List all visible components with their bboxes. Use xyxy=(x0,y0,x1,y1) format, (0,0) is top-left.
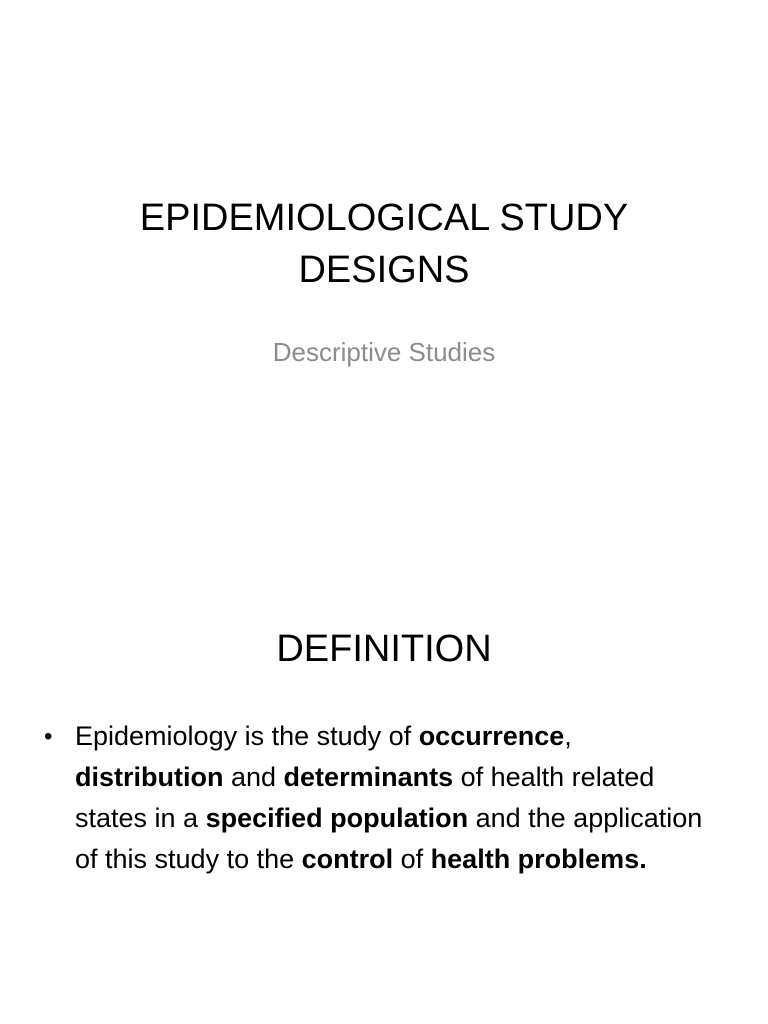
bullet-text xyxy=(75,721,702,874)
title-line-1: EPIDEMIOLOGICAL STUDY xyxy=(139,197,629,239)
slide-subtitle: Descriptive Studies xyxy=(272,337,496,367)
text-segment: of health related states in a xyxy=(75,762,655,833)
slide-title-heading xyxy=(60,192,708,296)
bold-term-control: control xyxy=(301,844,394,874)
bullet-item xyxy=(40,716,710,880)
text-segment: Epidemiology is the study of xyxy=(75,721,419,751)
bullet-marker: • xyxy=(44,723,53,750)
text-segment: and xyxy=(223,762,284,792)
definition-heading: DEFINITION xyxy=(276,628,492,670)
slide-definition xyxy=(0,512,768,1024)
bold-term-occurrence: occurrence xyxy=(418,721,565,751)
text-segment: , xyxy=(564,721,572,751)
bold-term-distribution: distribution xyxy=(75,762,224,792)
bullet-list xyxy=(40,716,710,880)
bold-term-health-problems: health problems. xyxy=(430,844,647,874)
bold-term-specified-population: specified population xyxy=(205,803,469,833)
bold-term-determinants: determinants xyxy=(283,762,454,792)
title-line-2: DESIGNS xyxy=(298,249,470,291)
text-segment: of xyxy=(393,844,431,874)
text-segment: and the application of this study to the xyxy=(75,803,703,874)
